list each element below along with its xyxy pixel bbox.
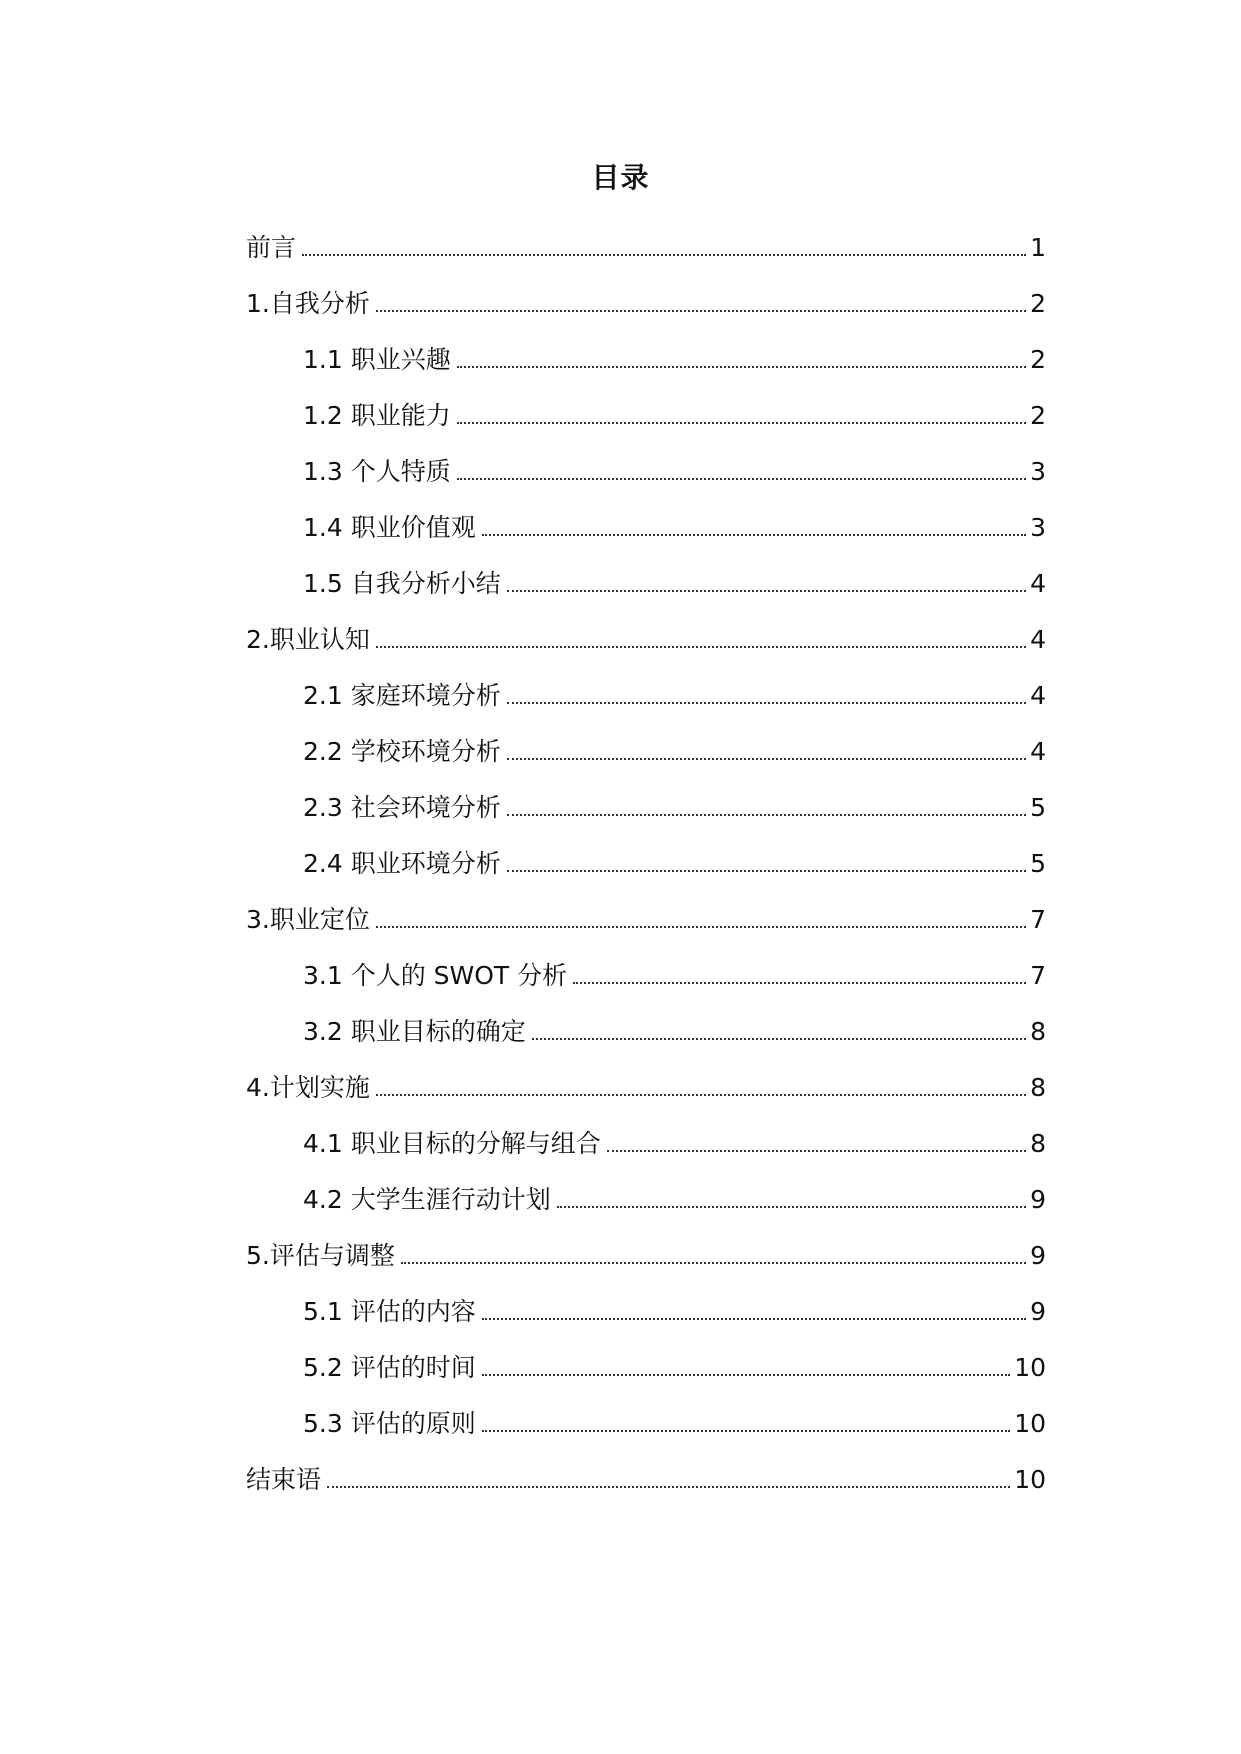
toc-entry[interactable]: [246, 668, 1046, 724]
toc-entry-page-number: 8: [1030, 1017, 1046, 1046]
toc-dot-leader: [457, 478, 1026, 480]
toc-dot-leader: [482, 1430, 1010, 1432]
toc-entry[interactable]: [246, 1284, 1046, 1340]
toc-entry[interactable]: [246, 892, 1046, 948]
toc-dot-leader: [507, 870, 1026, 872]
toc-entry-page-number: 7: [1030, 961, 1046, 990]
toc-entry-label: 1.自我分析: [246, 289, 370, 318]
toc-entry-page-number: 4: [1030, 569, 1046, 598]
toc-dot-leader: [302, 254, 1026, 256]
toc-entry[interactable]: [246, 1004, 1046, 1060]
toc-entry-label: 4.计划实施: [246, 1073, 370, 1102]
toc-entry[interactable]: [246, 220, 1046, 276]
toc-entry-label: 1.5 自我分析小结: [303, 569, 501, 598]
toc-dot-leader: [376, 1094, 1026, 1096]
toc-entry[interactable]: [246, 780, 1046, 836]
toc-entry-label: 2.4 职业环境分析: [303, 849, 501, 878]
toc-dot-leader: [376, 646, 1026, 648]
toc-entry[interactable]: [246, 1452, 1046, 1508]
toc-entry-label: 1.4 职业价值观: [303, 513, 476, 542]
toc-entry[interactable]: [246, 500, 1046, 556]
toc-dot-leader: [507, 814, 1026, 816]
toc-entry-label: 3.职业定位: [246, 905, 370, 934]
toc-entry-label: 结束语: [246, 1465, 322, 1494]
toc-entry-page-number: 2: [1030, 401, 1046, 430]
toc-dot-leader: [507, 758, 1026, 760]
toc-entry-page-number: 2: [1030, 289, 1046, 318]
toc-entry[interactable]: [246, 444, 1046, 500]
toc-entry[interactable]: [246, 332, 1046, 388]
toc-entry-page-number: 3: [1030, 513, 1046, 542]
toc-entry[interactable]: [246, 1228, 1046, 1284]
toc-dot-leader: [482, 1374, 1010, 1376]
toc-entry-page-number: 4: [1030, 681, 1046, 710]
toc-entry[interactable]: [246, 388, 1046, 444]
toc-entry[interactable]: [246, 1396, 1046, 1452]
toc-entry-label: 1.2 职业能力: [303, 401, 451, 430]
toc-entry-label: 2.3 社会环境分析: [303, 793, 501, 822]
toc-entry-page-number: 7: [1030, 905, 1046, 934]
toc-dot-leader: [607, 1150, 1026, 1152]
toc-entry-label: 前言: [246, 233, 297, 262]
toc-entry-page-number: 5: [1030, 793, 1046, 822]
toc-entry-page-number: 4: [1030, 625, 1046, 654]
toc-entry[interactable]: [246, 948, 1046, 1004]
toc-entry-page-number: 10: [1014, 1353, 1046, 1382]
toc-dot-leader: [457, 422, 1026, 424]
toc-dot-leader: [532, 1038, 1026, 1040]
toc-entry[interactable]: [246, 724, 1046, 780]
toc-entry-page-number: 1: [1030, 233, 1046, 262]
toc-entry-page-number: 8: [1030, 1129, 1046, 1158]
toc-entry-page-number: 9: [1030, 1297, 1046, 1326]
toc-entry[interactable]: [246, 1116, 1046, 1172]
toc-entry-label: 2.2 学校环境分析: [303, 737, 501, 766]
toc-entry[interactable]: [246, 836, 1046, 892]
toc-entry-label: 5.评估与调整: [246, 1241, 395, 1270]
toc-title: 目录: [591, 161, 650, 194]
table-of-contents: [246, 220, 1046, 1508]
toc-entry-page-number: 4: [1030, 737, 1046, 766]
toc-dot-leader: [401, 1262, 1026, 1264]
toc-entry-label: 1.3 个人特质: [303, 457, 451, 486]
toc-dot-leader: [573, 982, 1026, 984]
toc-entry-page-number: 9: [1030, 1185, 1046, 1214]
toc-entry-label: 2.1 家庭环境分析: [303, 681, 501, 710]
toc-dot-leader: [376, 310, 1026, 312]
toc-entry-label: 5.1 评估的内容: [303, 1297, 476, 1326]
toc-dot-leader: [507, 702, 1026, 704]
toc-dot-leader: [327, 1486, 1010, 1488]
toc-entry-label: 3.1 个人的 SWOT 分析: [303, 961, 568, 990]
toc-dot-leader: [482, 534, 1026, 536]
toc-entry-label: 2.职业认知: [246, 625, 370, 654]
toc-dot-leader: [507, 590, 1026, 592]
toc-entry-page-number: 5: [1030, 849, 1046, 878]
toc-entry-label: 4.1 职业目标的分解与组合: [303, 1129, 601, 1158]
toc-entry[interactable]: [246, 276, 1046, 332]
toc-entry[interactable]: [246, 1172, 1046, 1228]
toc-dot-leader: [557, 1206, 1026, 1208]
toc-entry[interactable]: [246, 1340, 1046, 1396]
toc-entry[interactable]: [246, 1060, 1046, 1116]
toc-entry-page-number: 10: [1014, 1409, 1046, 1438]
toc-entry-page-number: 2: [1030, 345, 1046, 374]
toc-entry-label: 3.2 职业目标的确定: [303, 1017, 526, 1046]
toc-dot-leader: [457, 366, 1026, 368]
toc-entry-page-number: 9: [1030, 1241, 1046, 1270]
toc-entry-label: 5.3 评估的原则: [303, 1409, 476, 1438]
toc-entry-label: 5.2 评估的时间: [303, 1353, 476, 1382]
toc-entry[interactable]: [246, 556, 1046, 612]
toc-entry-page-number: 10: [1014, 1465, 1046, 1494]
toc-entry-page-number: 3: [1030, 457, 1046, 486]
toc-entry-label: 1.1 职业兴趣: [303, 345, 451, 374]
toc-entry[interactable]: [246, 612, 1046, 668]
toc-dot-leader: [482, 1318, 1026, 1320]
toc-entry-label: 4.2 大学生涯行动计划: [303, 1185, 551, 1214]
toc-entry-page-number: 8: [1030, 1073, 1046, 1102]
toc-dot-leader: [376, 926, 1026, 928]
